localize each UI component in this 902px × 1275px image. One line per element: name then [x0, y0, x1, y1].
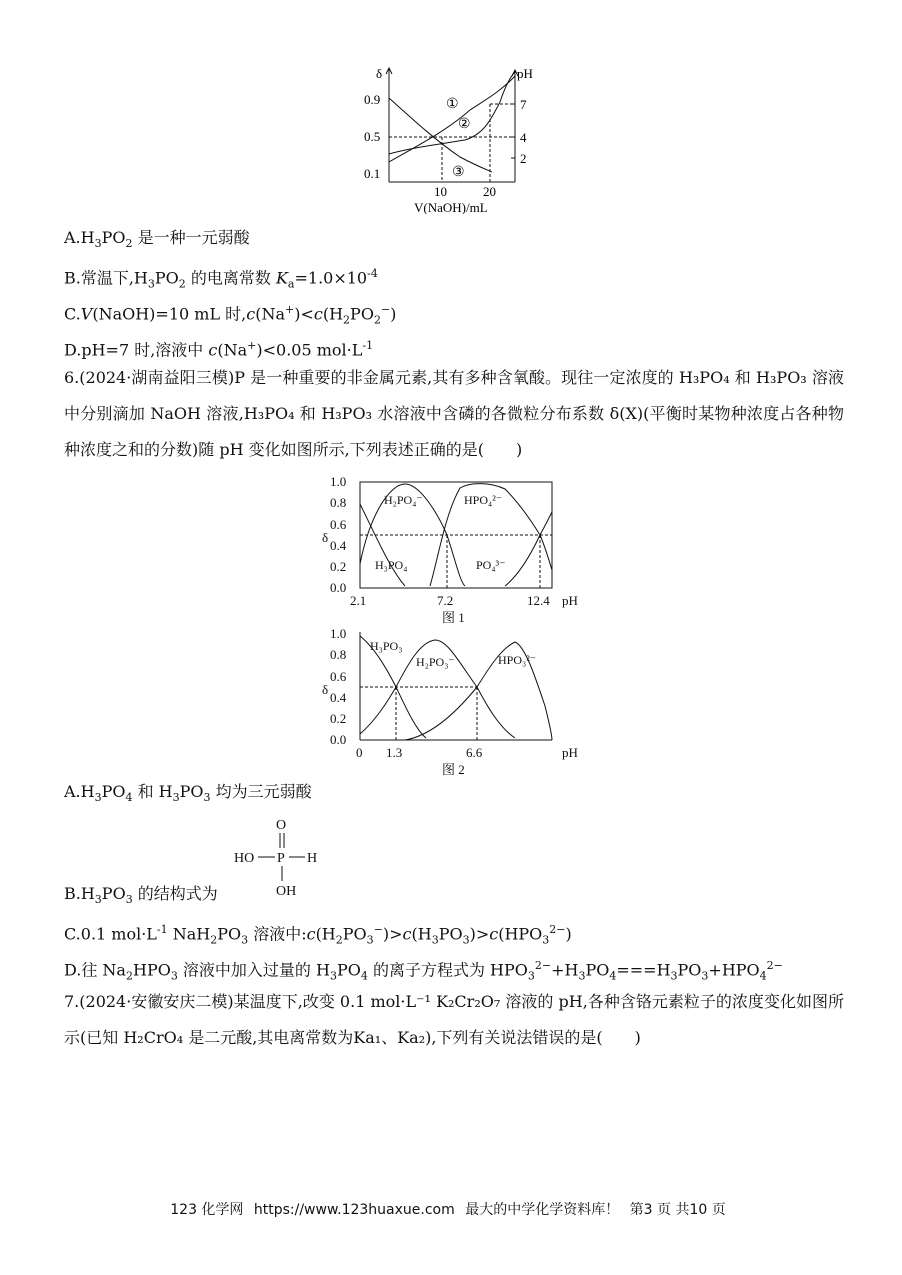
- svg-text:OH: OH: [276, 884, 297, 899]
- fig1-label-po4: PO₄³⁻: [476, 558, 506, 572]
- y-left-label: δ: [376, 66, 383, 81]
- q5-option-b: B.常温下$,H_3PO_2$ 的电离常数 $K_a=1.0\times 10^{-4}$: [64, 267, 378, 291]
- fig1-x-label: pH: [562, 593, 578, 608]
- fig1-label-h2po4: H₂PO₄⁻: [384, 493, 423, 507]
- q6-option-a: $A.H_3PO_4$ 和 $H_3PO_3$ 均为三元弱酸: [64, 782, 312, 805]
- fig2-ytick-0.0: 0.0: [330, 732, 347, 747]
- q6-stem: 6.(2024·湖南益阳三模)P 是一种重要的非金属元素,其有多种含氧酸。现往一定浓度的 H₃PO₄ 和 H₃PO₃ 溶液中分别滴加 NaOH 溶液,H₃PO₄ 和 H₃PO₃ 水溶液中含磷的各微粒分布系数 δ(X)(平衡时某物种浓度占各种物种浓度之和的分数)随 pH 变化如图所示,下列表述正确的是( ): [64, 368, 844, 459]
- fig1-xtick-7.2: 7.2: [437, 593, 454, 608]
- x-tick-20: 20: [483, 184, 496, 199]
- footer-slogan: 最大的中学化学资料库！: [465, 1202, 620, 1218]
- fig1-ytick-0.8: 0.8: [330, 495, 347, 510]
- left-tick-0.5: 0.5: [364, 129, 381, 144]
- q5-option-c: C.V(NaOH)=10 mL 时$,c(Na^+)<c(H_2PO_2^-)$: [64, 303, 397, 327]
- h3po3-structure: [232, 815, 332, 905]
- fig1-ytick-0.6: 0.6: [330, 517, 347, 532]
- x-axis-label: V(NaOH)/mL: [414, 200, 488, 214]
- fig2-ytick-0.2: 0.2: [330, 711, 347, 726]
- right-tick-7: 7: [520, 97, 527, 112]
- fig1-caption: 图 1: [442, 610, 465, 625]
- figure-2: [320, 626, 590, 778]
- fig1-ytick-0.0: 0.0: [330, 580, 347, 595]
- svg-text:O: O: [276, 818, 287, 833]
- q5-option-a: $A.H_3PO_2$ 是一种一元弱酸: [64, 228, 250, 251]
- page-footer: [0, 1199, 902, 1219]
- footer-page: 第3 页 共10 页: [629, 1202, 726, 1218]
- fig1-ytick-1.0: 1.0: [330, 474, 347, 489]
- fig2-label-h3po3: H₃PO₃: [370, 639, 403, 653]
- curve-label-2: ②: [458, 117, 471, 132]
- titration-figure: [360, 62, 550, 214]
- fig2-caption: 图 2: [442, 762, 465, 777]
- fig1-ytick-0.4: 0.4: [330, 538, 347, 553]
- curve-label-1: ①: [446, 97, 459, 112]
- fig2-x-label: pH: [562, 745, 578, 760]
- q6-option-b: $B.H_3PO_3$ 的结构式为: [64, 884, 218, 907]
- q7-stem: 7.(2024·安徽安庆二模)某温度下,改变 0.1 mol·L⁻¹ K₂Cr₂O₇ 溶液的 pH,各种含铬元素粒子的浓度变化如图所示(已知 H₂CrO₄ 是二元酸,其电离常数为Ka₁、Ka₂),下列有关说法错误的是( ): [64, 992, 844, 1047]
- footer-site: 123 化学网: [170, 1202, 244, 1218]
- right-tick-2: 2: [520, 151, 527, 166]
- fig2-xtick-0: 0: [356, 745, 363, 760]
- fig2-ytick-0.8: 0.8: [330, 647, 347, 662]
- fig2-ytick-0.4: 0.4: [330, 690, 347, 705]
- right-tick-4: 4: [520, 130, 527, 145]
- svg-text:P: P: [277, 851, 285, 866]
- fig2-xtick-1.3: 1.3: [386, 745, 403, 760]
- q6-option-c: C.0.1 $mol\cdot L^{-1}$ $NaH_2PO_3$ 溶液中$:c(H_2PO_3^-)>c(H_3PO_3)>c(HPO_3^{2-})$: [64, 923, 572, 947]
- svg-text:H: H: [307, 851, 318, 866]
- fig1-label-hpo4: HPO₄²⁻: [464, 493, 503, 507]
- fig2-ytick-1.0: 1.0: [330, 626, 347, 641]
- fig2-xtick-6.6: 6.6: [466, 745, 483, 760]
- q5-option-d: D.pH=7 时,溶液中 c(Na+)<0.05 $mol\cdot L^{-1}$: [64, 339, 374, 360]
- left-tick-0.9: 0.9: [364, 92, 381, 107]
- curve-label-3: ③: [452, 165, 465, 180]
- svg-text:HO: HO: [234, 851, 255, 866]
- x-tick-10: 10: [434, 184, 447, 199]
- fig1-xtick-2.1: 2.1: [350, 593, 367, 608]
- fig2-label-h2po3: H₂PO₃⁻: [416, 655, 455, 669]
- y-right-label: pH: [517, 66, 533, 81]
- fig1-label-h3po4: H₃PO₄: [375, 558, 408, 572]
- fig2-label-hpo3: HPO₃²⁻: [498, 653, 537, 667]
- q6-option-d: D.往 $Na_2HPO_3$ 溶液中加入过量的 $H_3PO_4$ 的离子方程式为 $HPO_3^{2-}+H_3PO_4===H_3PO_3+HPO_4^{2-}$: [64, 959, 783, 983]
- figure-1: [320, 474, 590, 626]
- curve-2: [389, 72, 515, 154]
- left-tick-0.1: 0.1: [364, 166, 381, 181]
- fig1-xtick-12.4: 12.4: [527, 593, 550, 608]
- fig2-y-label: δ: [322, 682, 329, 697]
- footer-url[interactable]: https://www.123huaxue.com: [253, 1202, 455, 1218]
- fig1-ytick-0.2: 0.2: [330, 559, 347, 574]
- fig2-ytick-0.6: 0.6: [330, 669, 347, 684]
- fig1-y-label: δ: [322, 530, 329, 545]
